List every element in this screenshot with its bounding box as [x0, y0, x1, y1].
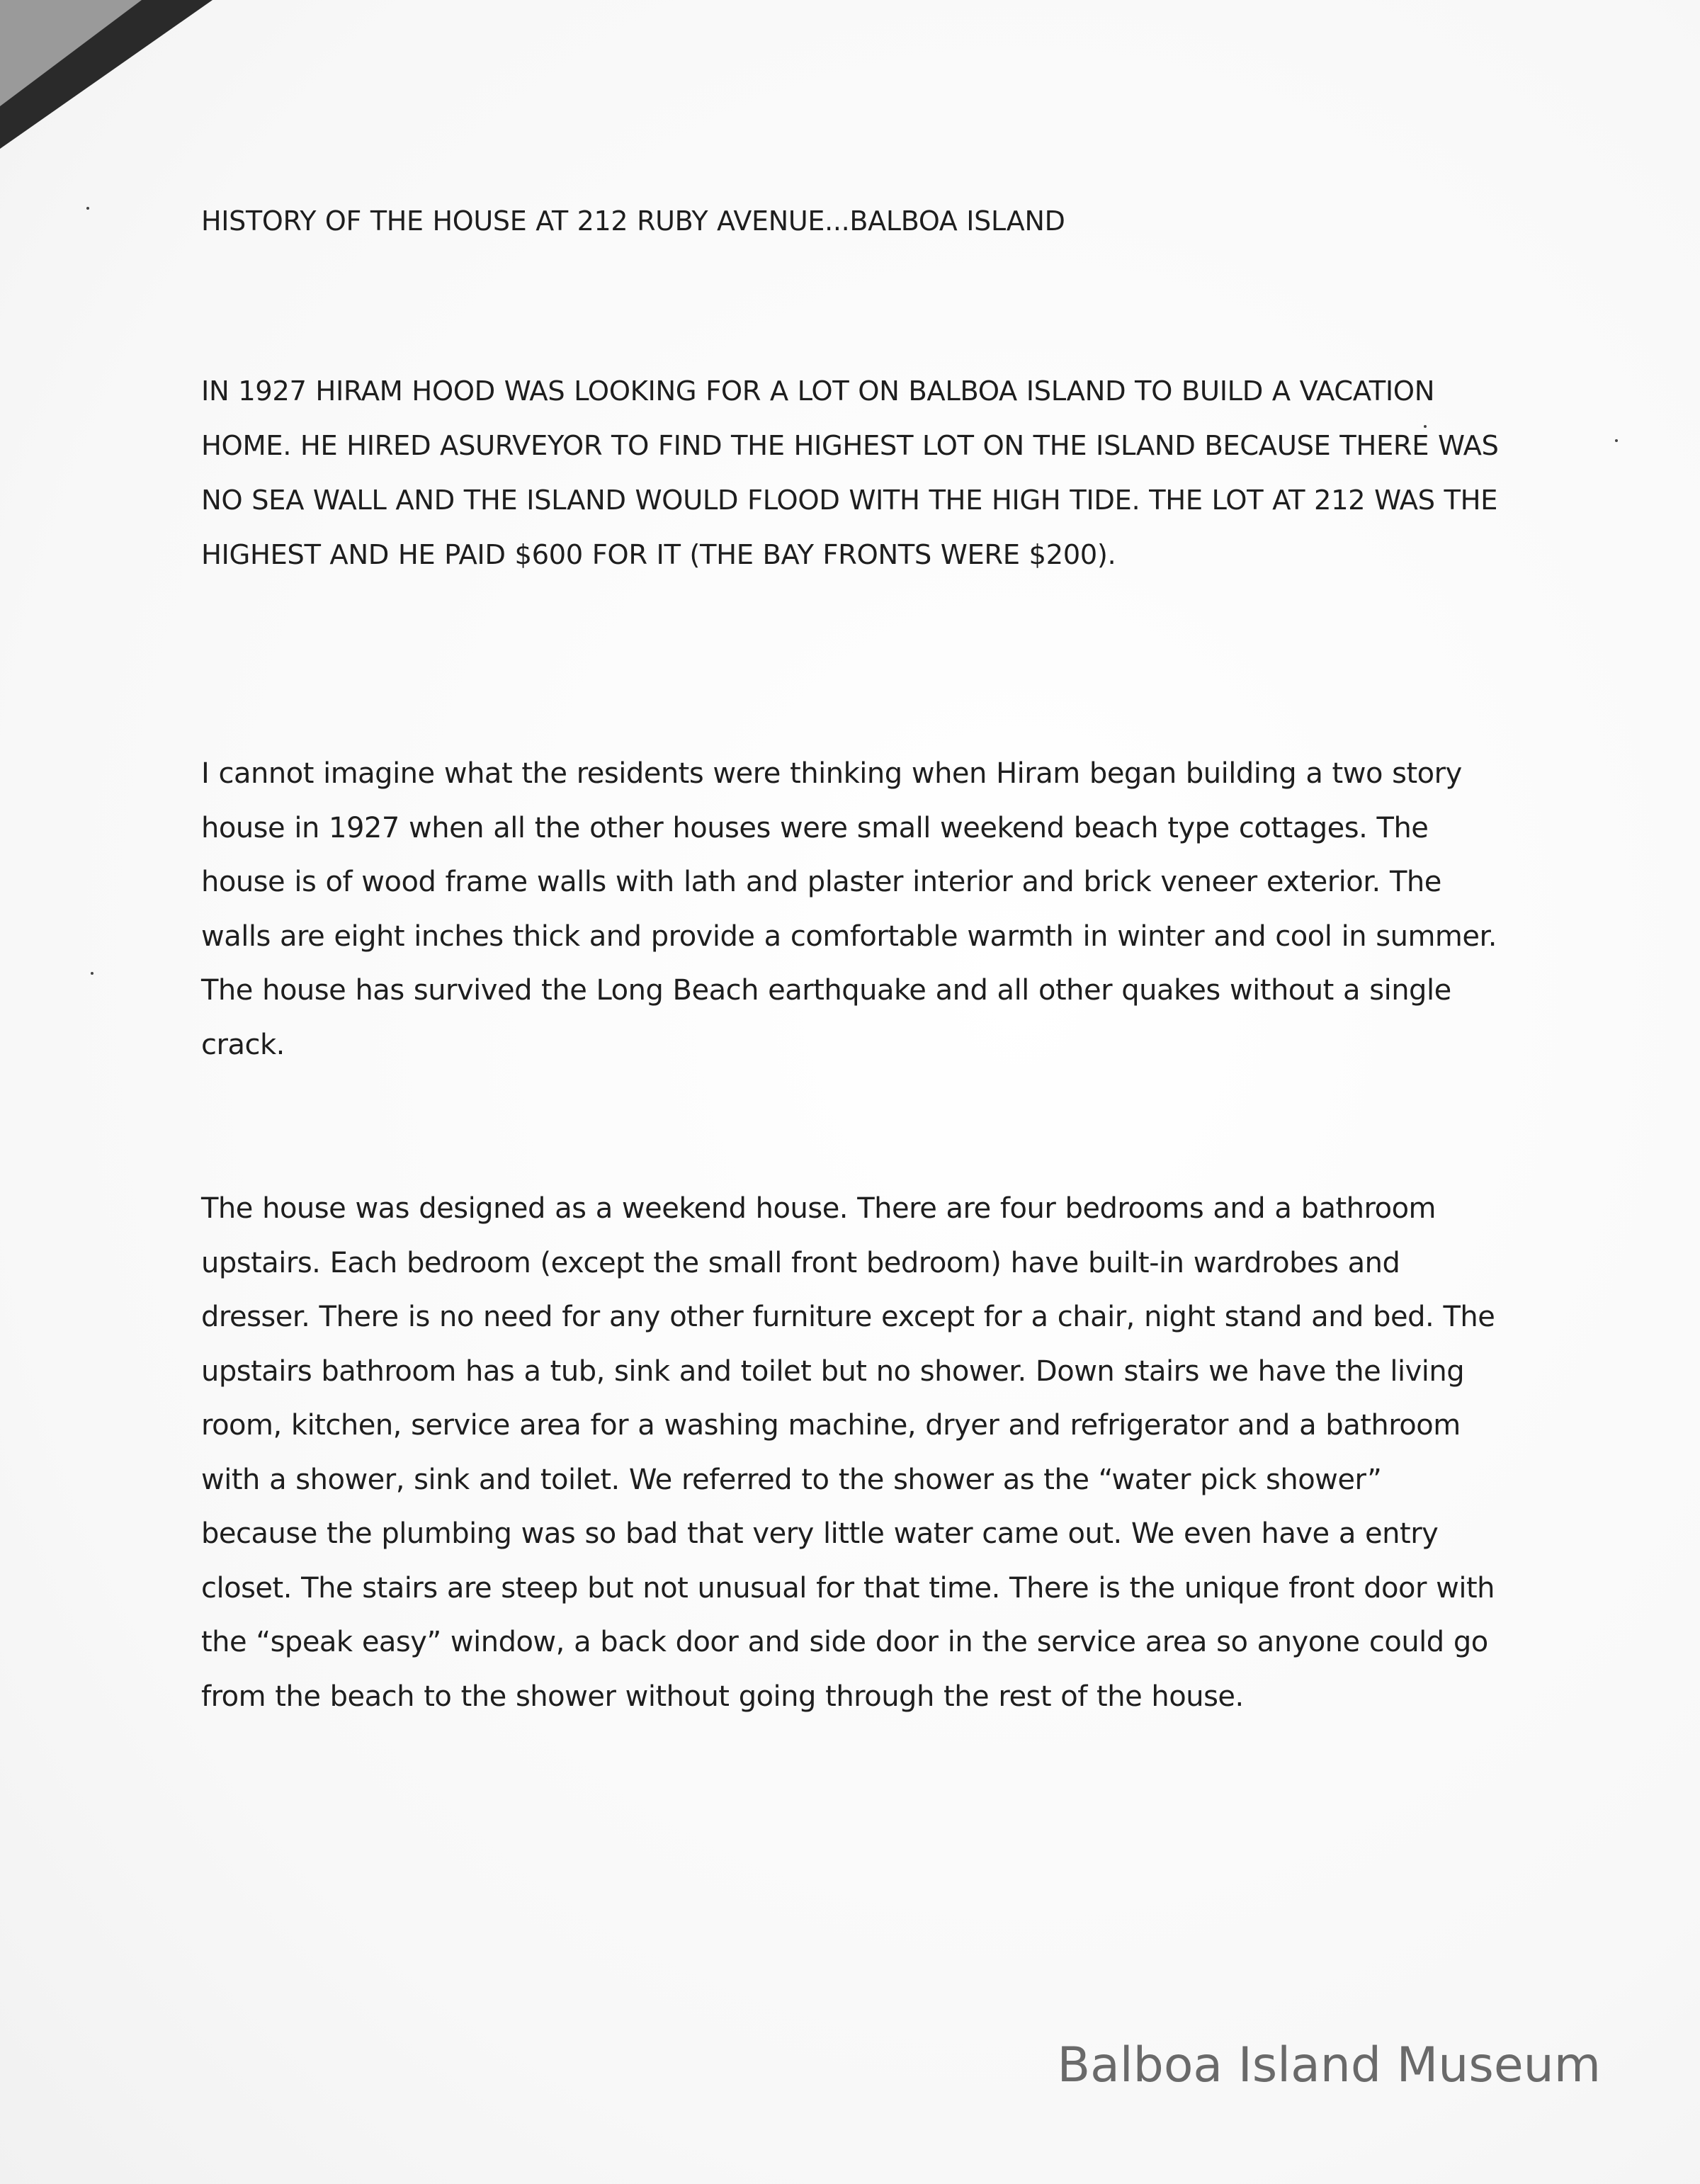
speck — [1615, 439, 1618, 442]
museum-watermark: Balboa Island Museum — [1057, 2037, 1601, 2093]
folded-corner-shadow — [0, 0, 142, 106]
speck — [86, 207, 89, 210]
paragraph-2: I cannot imagine what the residents were thinking when Hiram began building a two story house in 1927 when all the other houses were small weekend beach type cottages. The house is of wood frame walls with lath and plaster interior and brick veneer exterior. The walls are eight inches thick and provide a comfortable warmth in winter and cool in summer. The house has survived the Long Beach earthquake and all other quakes without a single crack. — [201, 757, 1497, 1061]
paragraph-3: The house was designed as a weekend house. There are four bedrooms and a bathroom upstairs. Each bedroom (except the small front bedroom) have built-in wardrobes and dresser. There is no need for any other furniture except for a chair, night stand and bed. The upstairs bathroom has a tub, sink and toilet but no shower. Down stairs we have the living room, kitchen, service area for a washing machine, dryer and refrigerator and a bathroom with a shower, sink and toilet. We referred to the shower as the “water pick shower” because the plumbing was so bad that very little water came out. We even have a entry closet. The stairs are steep but not unusual for that time. There is the unique front door with the “speak easy” window, a back door and side door in the service area so anyone could go from the beach to the shower without going through the rest of the house. — [201, 1192, 1495, 1713]
speck — [91, 972, 94, 975]
document-title: HISTORY OF THE HOUSE AT 212 RUBY AVENUE...BALBOA ISLAND — [201, 205, 1065, 237]
paragraph-1: IN 1927 HIRAM HOOD WAS LOOKING FOR A LOT ON BALBOA ISLAND TO BUILD A VACATION HOME. HE HIRED ASURVEYOR TO FIND THE HIGHEST LOT ON THE ISLAND BECAUSE THERE WAS NO SEA WALL AND THE ISLAND WOULD FLOOD WITH THE HIGH TIDE. THE LOT AT 212 WAS THE HIGHEST AND HE PAID $600 FOR IT (THE BAY FRONTS WERE $200). — [201, 375, 1499, 571]
